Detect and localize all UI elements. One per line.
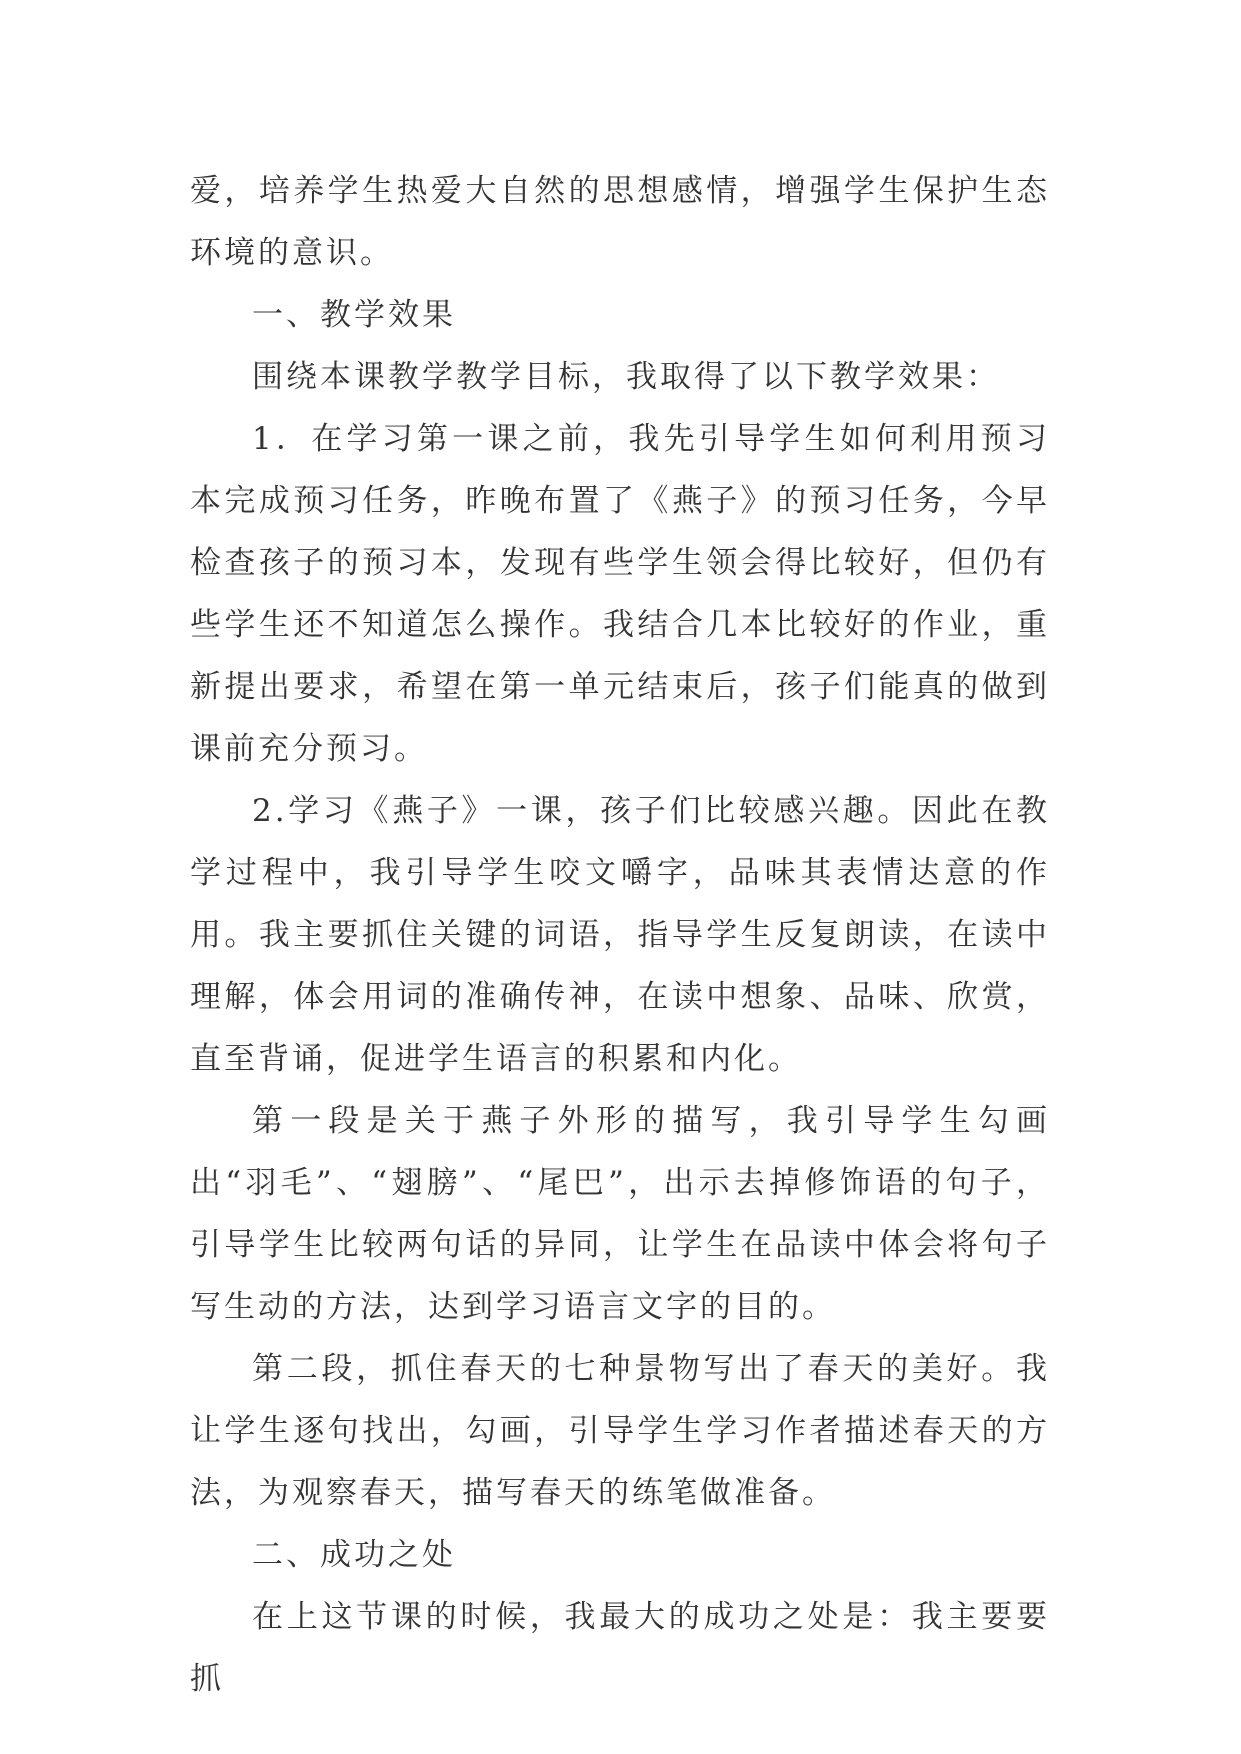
paragraph-point-1: 1．在学习第一课之前，我先引导学生如何利用预习本完成预习任务，昨晚布置了《燕子》的预习任务，今早检查孩子的预习本，发现有些学生领会得比较好，但仍有些学生还不知道怎么操作。我结合几本比较好的作业，重新提出要求，希望在第一单元结束后，孩子们能真的做到课前充分预习。: [190, 421, 1050, 767]
document-body: [190, 160, 1050, 1710]
paragraph-intro: 围绕本课教学教学目标，我取得了以下教学效果：: [252, 359, 1000, 395]
heading-success: 二、成功之处: [252, 1537, 456, 1573]
paragraph-first-section: 第一段是关于燕子外形的描写，我引导学生勾画出“羽毛”、“翅膀”、“尾巴”，出示去掉修饰语的句子，引导学生比较两句话的异同，让学生在品读中体会将句子写生动的方法，达到学习语言文字的目的。: [190, 1103, 1050, 1325]
paragraph-second-section: 第二段，抓住春天的七种景物写出了春天的美好。我让学生逐句找出，勾画，引导学生学习作者描述春天的方法，为观察春天，描写春天的练笔做准备。: [190, 1351, 1050, 1511]
paragraph-continuation: 爱，培养学生热爱大自然的思想感情，增强学生保护生态环境的意识。: [190, 173, 1050, 271]
paragraph-point-2: 2.学习《燕子》一课，孩子们比较感兴趣。因此在教学过程中，我引导学生咬文嚼字，品味其表情达意的作用。我主要抓住关键的词语，指导学生反复朗读，在读中理解，体会用词的准确传神，在读中想象、品味、欣赏，直至背诵，促进学生语言的积累和内化。: [190, 793, 1050, 1077]
paragraph-success: 在上这节课的时候，我最大的成功之处是：我主要要抓: [190, 1599, 1050, 1697]
heading-teaching-effect: 一、教学效果: [252, 297, 456, 333]
